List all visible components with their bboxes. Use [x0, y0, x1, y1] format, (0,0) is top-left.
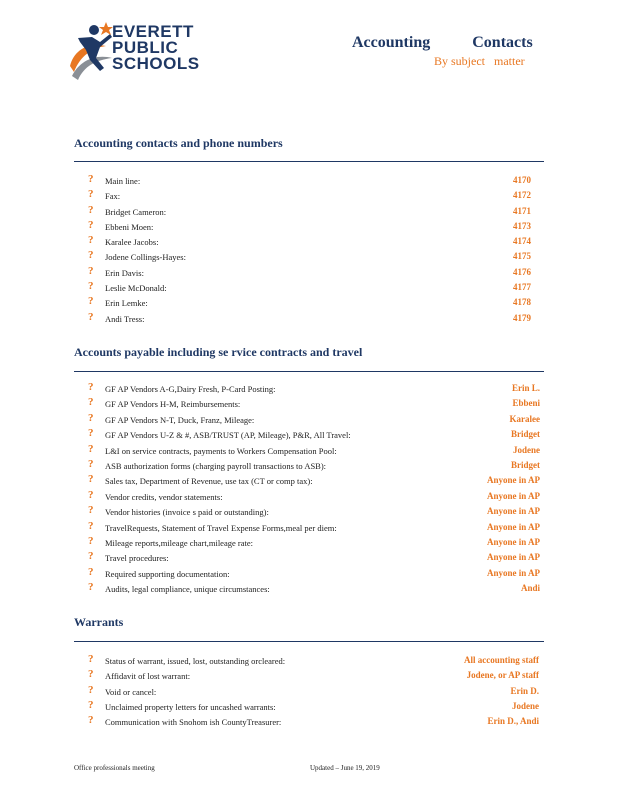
runner-logo-icon	[66, 20, 116, 82]
item-label: GF AP Vendors U-Z & #, ASB/TRUST (AP, Mileage), P&R, All Travel:	[105, 430, 351, 441]
bullet-icon: ?	[88, 442, 94, 455]
title-word-1: Accounting	[352, 34, 431, 51]
bullet-icon: ?	[88, 280, 94, 293]
item-label: Bridget Cameron:	[105, 206, 167, 217]
list-item	[88, 413, 548, 428]
section-divider-contacts	[74, 161, 544, 162]
bullet-icon: ?	[88, 581, 94, 594]
contacts-list	[88, 174, 548, 327]
list-item	[88, 505, 548, 520]
item-value: Ebbeni	[512, 398, 540, 409]
bullet-icon: ?	[88, 473, 94, 486]
list-item	[88, 250, 548, 265]
list-item	[88, 551, 548, 566]
bullet-icon: ?	[88, 550, 94, 563]
item-label: Main line:	[105, 176, 141, 186]
document-title	[352, 34, 533, 52]
logo-line-2: PUBLIC	[112, 38, 179, 57]
item-value: Anyone in AP	[486, 567, 540, 578]
item-value: Jodene	[512, 700, 539, 711]
item-label: Required supporting documentation:	[105, 568, 230, 579]
item-label: Audits, legal compliance, unique circumstances:	[105, 584, 270, 595]
ap-list	[88, 382, 548, 597]
item-value: Anyone in AP	[486, 552, 540, 563]
item-value: Jodene, or AP staff	[466, 670, 539, 681]
item-value: Andi	[520, 583, 540, 594]
item-label: Karalee Jacobs:	[105, 237, 159, 248]
list-item	[88, 459, 548, 474]
bullet-icon: ?	[88, 683, 94, 696]
item-label: Void or cancel:	[105, 686, 157, 697]
bullet-icon: ?	[88, 396, 94, 409]
item-label: Travel procedures:	[105, 553, 169, 564]
item-label: Andi Tress:	[105, 313, 145, 324]
item-label: Mileage reports,mileage chart,mileage rate:	[105, 537, 253, 548]
bullet-icon: ?	[88, 519, 94, 532]
item-value: Jodene	[513, 444, 540, 455]
logo	[66, 20, 206, 82]
title-word-2: Contacts	[472, 34, 533, 51]
bullet-icon: ?	[88, 203, 94, 216]
item-value: Anyone in AP	[486, 490, 540, 501]
item-value: 4176	[513, 266, 531, 277]
section-divider-warrants	[74, 641, 544, 642]
item-label: Vendor histories (invoice s paid or outstanding):	[105, 507, 269, 518]
section-title-contacts: Accounting contacts and phone numbers	[74, 136, 283, 150]
list-item	[88, 444, 548, 459]
bullet-icon: ?	[88, 668, 94, 681]
bullet-icon: ?	[88, 188, 94, 201]
logo-wordmark	[112, 24, 200, 72]
item-value: 4173	[513, 220, 531, 231]
list-item	[88, 189, 548, 204]
bullet-icon: ?	[88, 504, 94, 517]
footer-updated: Updated – June 19, 2019	[310, 764, 380, 772]
item-label: ASB authorization forms (charging payroll transactions to ASB):	[105, 460, 327, 471]
item-label: GF AP Vendors H-M, Reimbursements:	[105, 399, 241, 410]
item-value: Anyone in AP	[486, 536, 540, 547]
item-label: GF AP Vendors N-T, Duck, Franz, Mileage:	[105, 414, 255, 425]
list-item	[88, 474, 548, 489]
item-value: 4170	[513, 175, 531, 185]
item-label: Erin Davis:	[105, 267, 144, 278]
item-value: Bridget	[511, 429, 540, 440]
logo-line-1: EVERETT	[112, 22, 194, 41]
item-label: Sales tax, Department of Revenue, use tax (CT or comp tax):	[105, 476, 313, 487]
item-label: Jodene Collings-Hayes:	[105, 252, 186, 263]
item-label: L&I on service contracts, payments to Workers Compensation Pool:	[105, 445, 337, 456]
item-value: 4172	[513, 190, 531, 201]
bullet-icon: ?	[88, 295, 94, 308]
list-item	[88, 567, 548, 582]
bullet-icon: ?	[88, 488, 94, 501]
bullet-icon: ?	[88, 249, 94, 262]
section-title-ap: Accounts payable including se rvice contracts and travel	[74, 345, 363, 359]
section-title-warrants: Warrants	[74, 615, 124, 629]
bullet-icon: ?	[88, 310, 94, 323]
item-label: Fax:	[105, 191, 121, 202]
subtitle-word-2: matter	[494, 54, 525, 68]
item-value: 4171	[513, 205, 531, 216]
list-item	[88, 312, 548, 327]
item-label: Leslie McDonald:	[105, 283, 167, 294]
item-value: 4175	[513, 251, 531, 262]
list-item	[88, 582, 548, 597]
item-value: 4177	[513, 282, 531, 293]
bullet-icon: ?	[88, 173, 94, 185]
item-label: Unclaimed property letters for uncashed warrants:	[105, 701, 276, 712]
item-value: 4178	[513, 297, 531, 308]
item-value: Erin L.	[511, 383, 540, 393]
list-item	[88, 281, 548, 296]
item-label: Erin Lemke:	[105, 298, 148, 309]
section-divider-ap	[74, 371, 544, 372]
list-item	[88, 266, 548, 281]
list-item	[88, 220, 548, 235]
bullet-icon: ?	[88, 234, 94, 247]
list-item	[88, 174, 548, 189]
item-value: Anyone in AP	[486, 475, 540, 486]
bullet-icon: ?	[88, 534, 94, 547]
subtitle-word-1: By subject	[434, 54, 485, 68]
bullet-icon: ?	[88, 411, 94, 424]
list-item	[88, 428, 548, 443]
list-item	[88, 490, 548, 505]
item-value: Erin D.	[510, 685, 539, 696]
item-value: Karalee	[509, 413, 540, 424]
bullet-icon: ?	[88, 457, 94, 470]
bullet-icon: ?	[88, 427, 94, 440]
bullet-icon: ?	[88, 565, 94, 578]
item-label: GF AP Vendors A-G,Dairy Fresh, P-Card Posting:	[105, 384, 276, 394]
bullet-icon: ?	[88, 381, 94, 393]
list-item	[88, 669, 548, 684]
item-value: Bridget	[511, 459, 540, 470]
list-item	[88, 715, 548, 730]
list-item	[88, 654, 548, 669]
document-subtitle	[434, 54, 525, 69]
bullet-icon: ?	[88, 218, 94, 231]
item-label: Vendor credits, vendor statements:	[105, 491, 223, 502]
list-item	[88, 382, 548, 397]
list-item	[88, 536, 548, 551]
bullet-icon: ?	[88, 264, 94, 277]
list-item	[88, 521, 548, 536]
bullet-icon: ?	[88, 653, 94, 665]
warrants-list	[88, 654, 548, 730]
bullet-icon: ?	[88, 698, 94, 711]
item-label: Status of warrant, issued, lost, outstanding orcleared:	[105, 656, 286, 666]
list-item	[88, 685, 548, 700]
bullet-icon: ?	[88, 714, 94, 727]
item-label: Communication with Snohom ish CountyTreasurer:	[105, 717, 282, 728]
item-value: 4174	[513, 236, 531, 247]
item-label: Ebbeni Moen:	[105, 221, 154, 232]
item-value: All accounting staff	[464, 655, 539, 665]
item-label: Affidavit of lost warrant:	[105, 671, 191, 682]
logo-line-3: SCHOOLS	[112, 54, 200, 73]
list-item	[88, 205, 548, 220]
footer-left: Office professionals meeting	[74, 764, 155, 772]
list-item	[88, 296, 548, 311]
item-value: Anyone in AP	[486, 521, 540, 532]
item-value: Anyone in AP	[486, 506, 540, 517]
list-item	[88, 235, 548, 250]
item-value: Erin D., Andi	[487, 716, 539, 727]
item-value: 4179	[513, 312, 531, 323]
list-item	[88, 397, 548, 412]
list-item	[88, 700, 548, 715]
item-label: TravelRequests, Statement of Travel Expense Forms,meal per diem:	[105, 522, 337, 533]
